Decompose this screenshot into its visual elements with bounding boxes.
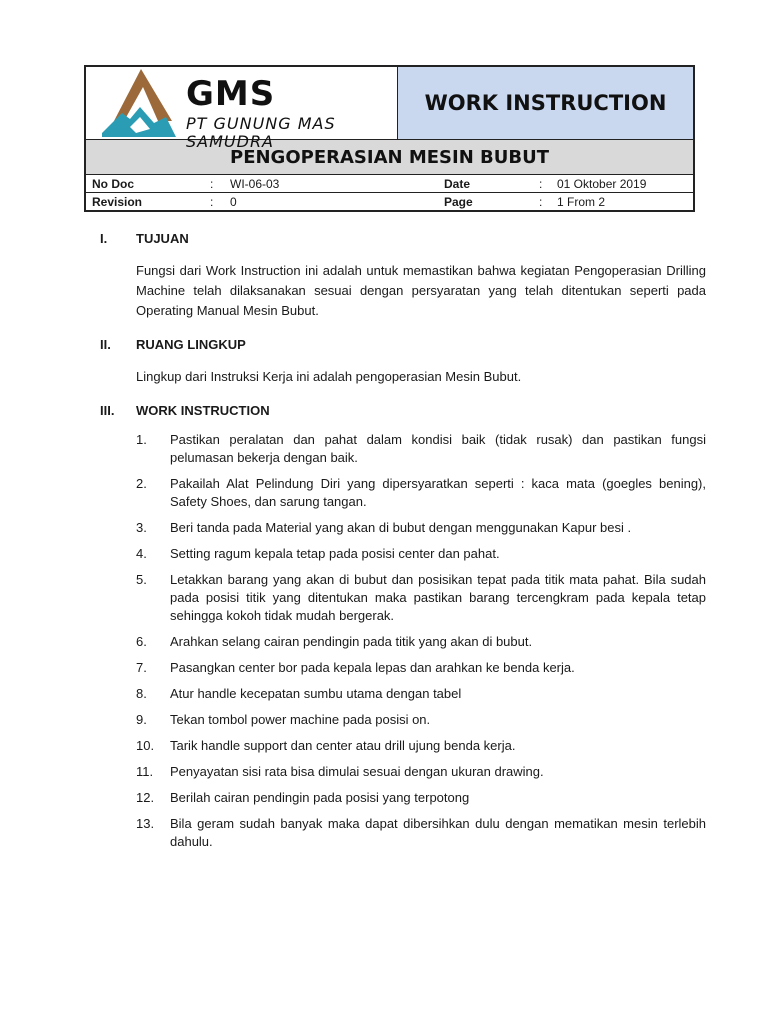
- section-heading: [100, 335, 706, 355]
- document-title: PENGOPERASIAN MESIN BUBUT: [86, 140, 693, 175]
- section-heading: [100, 401, 706, 421]
- list-item: [136, 711, 706, 729]
- section-paragraph: Fungsi dari Work Instruction ini adalah untuk memastikan bahwa kegiatan Pengoperasian Drilling Machine telah dilaksanakan sesuai dengan persyaratan yang telah ditentukan seperti pada Operating Manual Mesin Bubut.: [136, 263, 706, 318]
- logo-text: [186, 74, 397, 151]
- list-item: [136, 633, 706, 651]
- step-number: 3.: [136, 520, 147, 535]
- list-item: [136, 685, 706, 703]
- header-top-row: [86, 67, 693, 151]
- instruction-steps-list: [136, 431, 706, 851]
- step-number: 11.: [136, 764, 154, 779]
- logo-gms: GMS: [186, 74, 276, 114]
- mountain-logo-icon: [96, 67, 182, 139]
- step-number: 5.: [136, 572, 147, 587]
- list-item: [136, 571, 706, 625]
- meta-value: 01 Oktober 2019: [557, 176, 647, 191]
- step-number: 7.: [136, 660, 147, 675]
- step-text: Bila geram sudah banyak maka dapat dibersihkan dulu dengan mematikan mesin terlebih dahulu.: [170, 816, 706, 849]
- list-item: [136, 475, 706, 511]
- meta-sep: :: [539, 176, 543, 191]
- step-text: Tarik handle support dan center atau drill ujung benda kerja.: [170, 738, 516, 753]
- section-title: RUANG LINGKUP: [136, 337, 246, 352]
- meta-sep: :: [210, 194, 214, 209]
- step-text: Pakailah Alat Pelindung Diri yang dipersyaratkan seperti : kaca mata (goegles bening), Safety Shoes, dan sarung tangan.: [170, 476, 706, 509]
- section-heading: [100, 229, 706, 249]
- company-name: PT GUNUNG MAS SAMUDRA: [186, 114, 336, 151]
- step-number: 13.: [136, 816, 155, 831]
- company-logo-cell: [86, 67, 398, 151]
- section-paragraph: Lingkup dari Instruksi Kerja ini adalah pengoperasian Mesin Bubut.: [136, 369, 522, 384]
- section-title: TUJUAN: [136, 231, 189, 246]
- list-item: [136, 431, 706, 467]
- meta-row: [86, 175, 693, 192]
- document-body: [100, 229, 706, 859]
- meta-value: 1 From 2: [557, 194, 606, 209]
- meta-row: [86, 192, 693, 210]
- list-item: [136, 815, 706, 851]
- list-item: [136, 659, 706, 677]
- step-text: Atur handle kecepatan sumbu utama dengan tabel: [170, 686, 462, 701]
- step-text: Tekan tombol power machine pada posisi on.: [170, 712, 431, 727]
- step-text: Penyayatan sisi rata bisa dimulai sesuai dengan ukuran drawing.: [170, 764, 544, 779]
- step-number: 8.: [136, 686, 147, 701]
- step-number: 10.: [136, 738, 155, 753]
- step-text: Beri tanda pada Material yang akan di bubut dengan menggunakan Kapur besi .: [170, 520, 632, 535]
- section-number: I.: [100, 231, 108, 246]
- meta-value: 0: [230, 194, 237, 209]
- step-number: 9.: [136, 712, 147, 727]
- section-number: III.: [100, 403, 115, 418]
- meta-sep: :: [210, 176, 214, 191]
- meta-label: Page: [444, 194, 473, 209]
- step-number: 4.: [136, 546, 147, 561]
- section-number: II.: [100, 337, 111, 352]
- document-header: [84, 65, 695, 212]
- step-text: Pastikan peralatan dan pahat dalam kondisi baik (tidak rusak) dan pastikan fungsi pelumasan bekerja dengan baik.: [170, 432, 706, 465]
- step-number: 12.: [136, 790, 155, 805]
- meta-sep: :: [539, 194, 543, 209]
- step-text: Letakkan barang yang akan di bubut dan posisikan tepat pada titik mata pahat. Bila sudah pada posisi titik yang ditentukan maka pastikan barang tercengkram pada kepala tetap sehingga kokoh tidak mudah bergerak.: [170, 572, 706, 623]
- step-text: Setting ragum kepala tetap pada posisi center dan pahat.: [170, 546, 500, 561]
- list-item: [136, 737, 706, 755]
- meta-label: No Doc: [92, 176, 134, 191]
- meta-label: Date: [444, 176, 471, 191]
- step-text: Arahkan selang cairan pendingin pada titik yang akan di bubut.: [170, 634, 533, 649]
- list-item: [136, 763, 706, 781]
- meta-value: WI-06-03: [230, 176, 280, 191]
- step-number: 2.: [136, 476, 147, 491]
- step-number: 6.: [136, 634, 147, 649]
- section-title: WORK INSTRUCTION: [136, 403, 270, 418]
- list-item: [136, 789, 706, 807]
- list-item: [136, 519, 706, 537]
- doc-type-title: WORK INSTRUCTION: [398, 67, 693, 139]
- meta-label: Revision: [92, 194, 143, 209]
- step-text: Berilah cairan pendingin pada posisi yang terpotong: [170, 790, 470, 805]
- step-number: 1.: [136, 432, 147, 447]
- step-text: Pasangkan center bor pada kepala lepas dan arahkan ke benda kerja.: [170, 660, 575, 675]
- list-item: [136, 545, 706, 563]
